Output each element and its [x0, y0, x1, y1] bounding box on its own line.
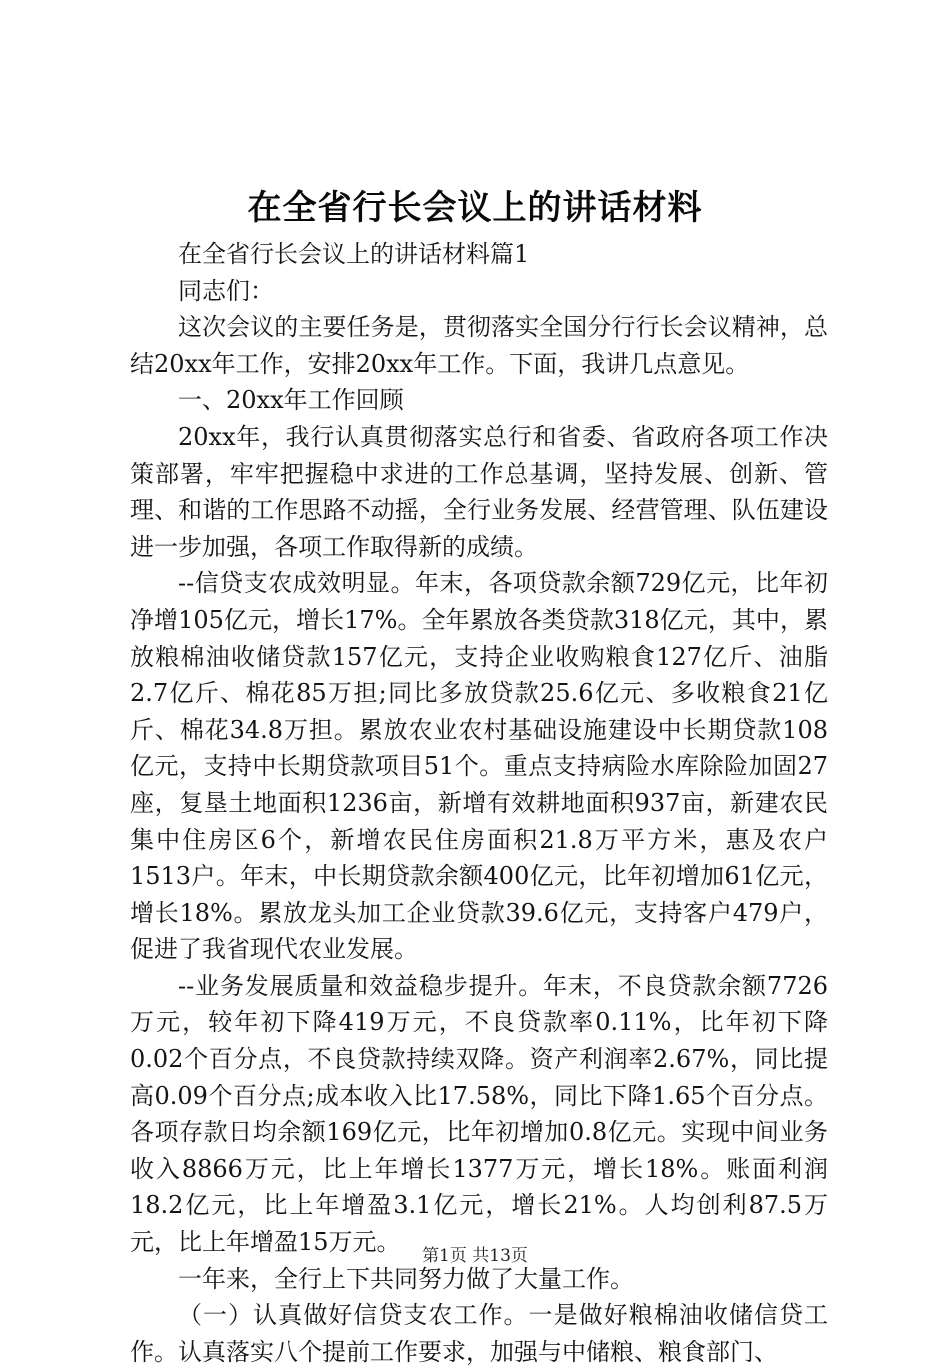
paragraph-subtitle: 在全省行长会议上的讲话材料篇1	[178, 240, 530, 268]
paragraph-review: 20xx年，我行认真贯彻落实总行和省委、省政府各项工作决策部署，牢牢把握稳中求进的工作总基调，坚持发展、创新、管理、和谐的工作思路不动摇，全行业务发展、经营管理、队伍建设进一步加强，各项工作取得新的成绩。	[130, 422, 828, 561]
page-number: 第1页 共13页	[422, 1246, 528, 1266]
section-heading: 一、20xx年工作回顾	[178, 386, 404, 415]
paragraph-item-1: （一）认真做好信贷支农工作。一是做好粮棉油收储信贷工作。认真落实八个提前工作要求，加强与中储粮、粮食部门、	[130, 1301, 828, 1366]
paragraph-intro: 这次会议的主要任务是，贯彻落实全国分行行长会议精神，总结20xx年工作，安排20xx年工作。下面，我讲几点意见。	[130, 313, 828, 378]
paragraph-quality: --业务发展质量和效益稳步提升。年末，不良贷款余额7726万元，较年初下降419万元，不良贷款率0.11%，比年初下降0.02个百分点，不良贷款持续双降。资产利润率2.67%，同比提高0.09个百分点;成本收入比17.58%，同比下降1.65个百分点。各项存款日均余额169亿元，比年初增加0.8亿元。实现中间业务收入8866万元，比上年增长1377万元，增长18%。账面利润18.2亿元，比上年增盈3.1亿元，增长21%。人均创利87.5万元，比上年增盈15万元。	[130, 971, 828, 1257]
paragraph-summary: 一年来，全行上下共同努力做了大量工作。	[178, 1264, 634, 1293]
paragraph-credit: --信贷支农成效明显。年末，各项贷款余额729亿元，比年初净增105亿元，增长17%。全年累放各类贷款318亿元，其中，累放粮棉油收储贷款157亿元，支持企业收购粮食127亿斤、油脂2.7亿斤、棉花85万担;同比多放贷款25.6亿元、多收粮食21亿斤、棉花34.8万担。累放农业农村基础设施建设中长期贷款108亿元，支持中长期贷款项目51个。重点支持病险水库除险加固27座，复垦土地面积1236亩，新增有效耕地面积937亩，新建农民集中住房区6个，新增农民住房面积21.8万平方米，惠及农户1513户。年末，中长期贷款余额400亿元，比年初增加61亿元，增长18%。累放龙头加工企业贷款39.6亿元，支持客户479户，促进了我省现代农业发展。	[130, 569, 828, 964]
document-body	[130, 236, 828, 1370]
paragraph-salutation: 同志们：	[178, 276, 274, 305]
document-title: 在全省行长会议上的讲话材料	[247, 188, 703, 228]
